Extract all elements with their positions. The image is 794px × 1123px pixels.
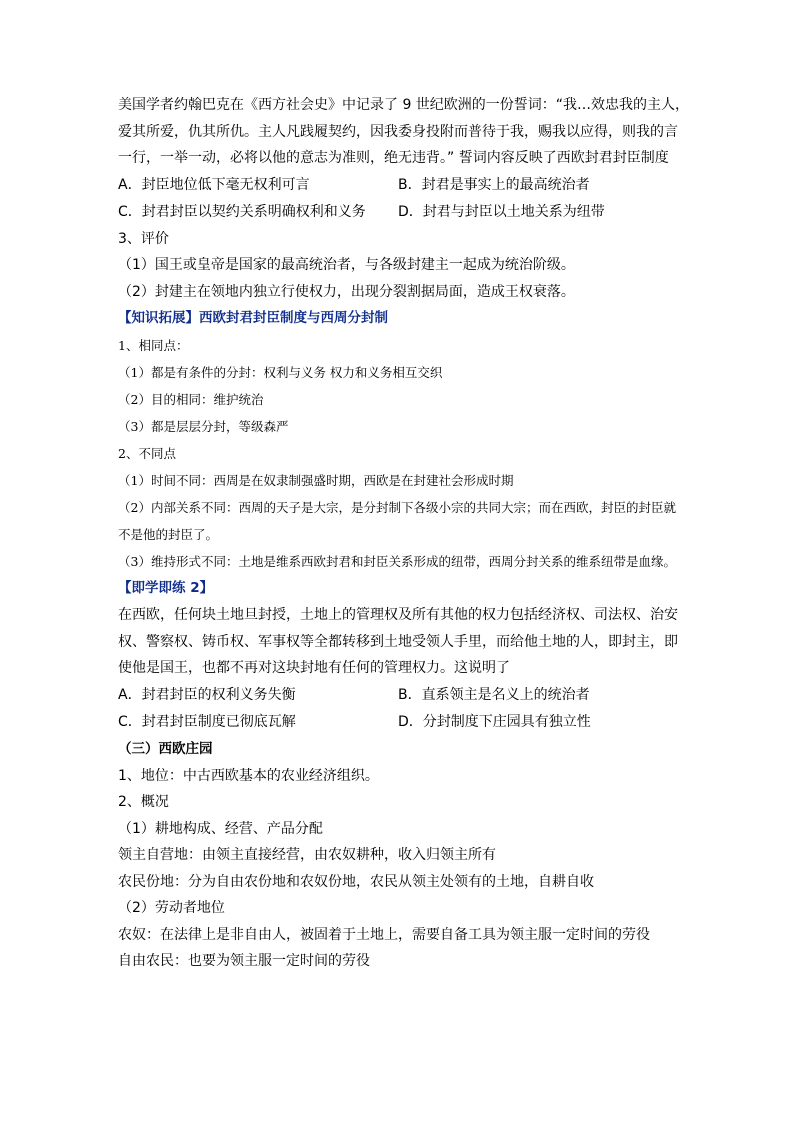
evaluation-item: （1）国王或皇帝是国家的最高统治者，与各级封建主一起成为统治阶级。 (118, 257, 575, 273)
same-point-item: （1）都是有条件的分封：权利与义务 权力和义务相互交织 (118, 365, 443, 380)
q1-option-b: B．封君是事实上的最高统治者 (398, 176, 590, 193)
q1-stem-line: 美国学者约翰巴克在《西方社会史》中记录了 9 世纪欧洲的一份誓词：“我…效忠我的主人， (118, 97, 690, 113)
extension-heading: 【知识拓展】西欧封君封臣制度与西周分封制 (118, 310, 388, 326)
document-page (118, 92, 690, 975)
diff-point-item: （3）维持形式不同：土地是维系西欧封君和封臣关系形成的纽带，西周分封关系的维系纽带是血缘。 (118, 554, 676, 569)
practice-heading: 【即学即练 2】 (118, 580, 214, 596)
q1-options-row (118, 172, 680, 199)
q1-option-c: C．封君封臣以契约关系明确权利和义务 (118, 203, 366, 220)
diff-point-item: （1）时间不同：西周是在奴隶制强盛时期，西欧是在封建社会形成时期 (118, 473, 514, 488)
q2-option-d: D．分封制度下庄园具有独立性 (398, 713, 591, 730)
manor-line: （2）劳动者地位 (118, 900, 225, 916)
evaluation-title: 3、评价 (118, 230, 169, 247)
manor-line: 农民份地：分为自由农份地和农奴份地，农民从领主处领有的土地，自耕自收 (118, 873, 594, 890)
manor-line: 2、概况 (118, 794, 169, 810)
q2-option-b: B．直系领主是名义上的统治者 (398, 686, 590, 703)
q2-stem-line: 使他是国王，也都不再对这块封地有任何的管理权力。这说明了 (118, 660, 510, 676)
q2-options-row (118, 682, 680, 709)
q2-option-a: A．封君封臣的权利义务失衡 (118, 686, 296, 703)
diff-point-item: （2）内部关系不同：西周的天子是大宗，是分封制下各级小宗的共同大宗；而在西欧，封臣的封臣就不是他的封臣了。 (118, 500, 676, 542)
q1-option-d: D．封君与封臣以土地关系为纽带 (398, 203, 605, 220)
manor-line: （1）耕地构成、经营、产品分配 (118, 820, 323, 837)
q2-stem-line: 权、警察权、铸币权、军事权等全都转移到土地受领人手里，而给他土地的人，即封主，即 (118, 633, 678, 650)
manor-line: 领主自营地：由领主直接经营，由农奴耕种，收入归领主所有 (118, 847, 496, 863)
manor-heading: （三）西欧庄园 (118, 740, 213, 757)
diff-points-title: 2、不同点 (118, 446, 176, 461)
q2-option-c: C．封君封臣制度已彻底瓦解 (118, 713, 296, 730)
evaluation-item: （2）封建主在领地内独立行使权力，出现分裂割据局面，造成王权衰落。 (118, 283, 575, 300)
q1-options-row (118, 199, 680, 226)
same-point-item: （2）目的相同：维护统治 (118, 392, 264, 407)
q2-options-row (118, 709, 680, 736)
q2-stem-line: 在西欧，任何块土地旦封授，土地上的管理权及所有其他的权力包括经济权、司法权、治安 (118, 607, 678, 623)
q1-stem-line: 一行，一举一动，必将以他的意志为准则，绝无违背。” 誓词内容反映了西欧封君封臣制度 (118, 150, 669, 166)
same-points-title: 1、相同点： (118, 338, 189, 353)
same-point-item: （3）都是层层分封，等级森严 (118, 419, 289, 434)
manor-line: 自由农民：也要为领主服一定时间的劳役 (118, 953, 370, 969)
manor-line: 农奴：在法律上是非自由人，被固着于土地上，需要自备工具为领主服一定时间的劳役 (118, 926, 650, 943)
q1-stem-line: 爱其所爱，仇其所仇。主人凡践履契约，因我委身投附而普待于我，赐我以应得，则我的言 (118, 123, 678, 140)
q1-option-a: A．封臣地位低下毫无权利可言 (118, 176, 310, 193)
manor-line: 1、地位：中古西欧基本的农业经济组织。 (118, 767, 379, 784)
